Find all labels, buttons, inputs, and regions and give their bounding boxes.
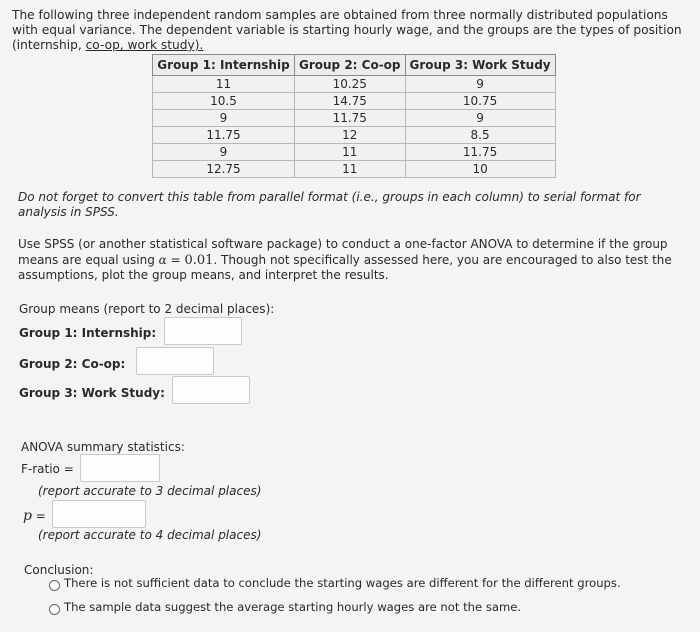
problem-intro: [12, 8, 692, 53]
table-cell: 10.75: [405, 93, 555, 110]
table-cell: 11.75: [153, 127, 295, 144]
serial-format-note: Do not forget to convert this table from parallel format (i.e., groups in each column) to serial format for analysis in SPSS.: [18, 190, 641, 219]
anova-instructions: [18, 237, 688, 284]
table-cell: 8.5: [405, 127, 555, 144]
table-cell: 11.75: [405, 144, 555, 161]
table-cell: 10.5: [153, 93, 295, 110]
p-equals: =: [31, 509, 46, 523]
p-value-input[interactable]: [52, 500, 146, 528]
table-row: [153, 76, 556, 93]
conclusion-option-1-label[interactable]: There is not sufficient data to conclude the starting wages are different for the different groups.: [64, 576, 621, 590]
table-cell: 14.75: [295, 93, 406, 110]
alpha-equals: =: [166, 252, 185, 267]
group3-mean-input[interactable]: [172, 376, 250, 404]
anova-heading: ANOVA summary statistics:: [21, 440, 185, 454]
table-cell: 9: [405, 76, 555, 93]
fratio-label: F-ratio =: [21, 462, 74, 476]
table-cell: 12.75: [153, 161, 295, 178]
table-cell: 10: [405, 161, 555, 178]
p-label-group: [23, 508, 46, 524]
table-cell: 9: [405, 110, 555, 127]
group-means-heading: Group means (report to 2 decimal places):: [19, 302, 275, 316]
table-header-row: [153, 55, 556, 76]
alpha-value: 0.01: [184, 252, 214, 268]
table-header-group3: Group 3: Work Study: [405, 55, 555, 76]
problem-intro-underlined: co-op, work study).: [85, 38, 204, 52]
table-cell: 11.75: [295, 110, 406, 127]
table-cell: 11: [295, 144, 406, 161]
group3-label: Group 3: Work Study:: [19, 386, 165, 400]
conclusion-option-1-radio[interactable]: [49, 580, 60, 591]
table-row: [153, 144, 556, 161]
table-cell: 11: [153, 76, 295, 93]
fratio-input[interactable]: [80, 454, 160, 482]
group2-mean-input[interactable]: [136, 347, 214, 375]
table-cell: 10.25: [295, 76, 406, 93]
data-table: [152, 54, 556, 178]
p-label: p: [23, 508, 32, 524]
instructions-text-2: . Though not specifically assessed here, you are encouraged to also test the assumptions, plot the group means, and interpret the results.: [18, 252, 672, 282]
table-header-group2: Group 2: Co-op: [295, 55, 406, 76]
table-cell: 9: [153, 144, 295, 161]
instructions-text-1: Use SPSS (or another statistical software package) to conduct a one-factor ANOVA to determine if the group means are equal using: [18, 237, 668, 267]
table-row: [153, 161, 556, 178]
p-hint: (report accurate to 4 decimal places): [38, 528, 262, 542]
conclusion-option-2-label[interactable]: The sample data suggest the average starting hourly wages are not the same.: [64, 600, 522, 614]
table-cell: 11: [295, 161, 406, 178]
alpha-symbol: α: [158, 252, 167, 267]
fratio-hint: (report accurate to 3 decimal places): [38, 484, 262, 498]
problem-intro-text: The following three independent random samples are obtained from three normally distributed populations with equal variance. The dependent variable is starting hourly wage, and the groups are the types of position (internship,: [12, 8, 682, 52]
group1-label: Group 1: Internship:: [19, 326, 157, 340]
conclusion-option-2-radio[interactable]: [49, 604, 60, 615]
group1-mean-input[interactable]: [164, 317, 242, 345]
table-cell: 9: [153, 110, 295, 127]
table-row: [153, 110, 556, 127]
table-row: [153, 127, 556, 144]
table-header-group1: Group 1: Internship: [153, 55, 295, 76]
conclusion-heading: Conclusion:: [24, 563, 94, 577]
table-cell: 12: [295, 127, 406, 144]
table-row: [153, 93, 556, 110]
group2-label: Group 2: Co-op:: [19, 357, 126, 371]
